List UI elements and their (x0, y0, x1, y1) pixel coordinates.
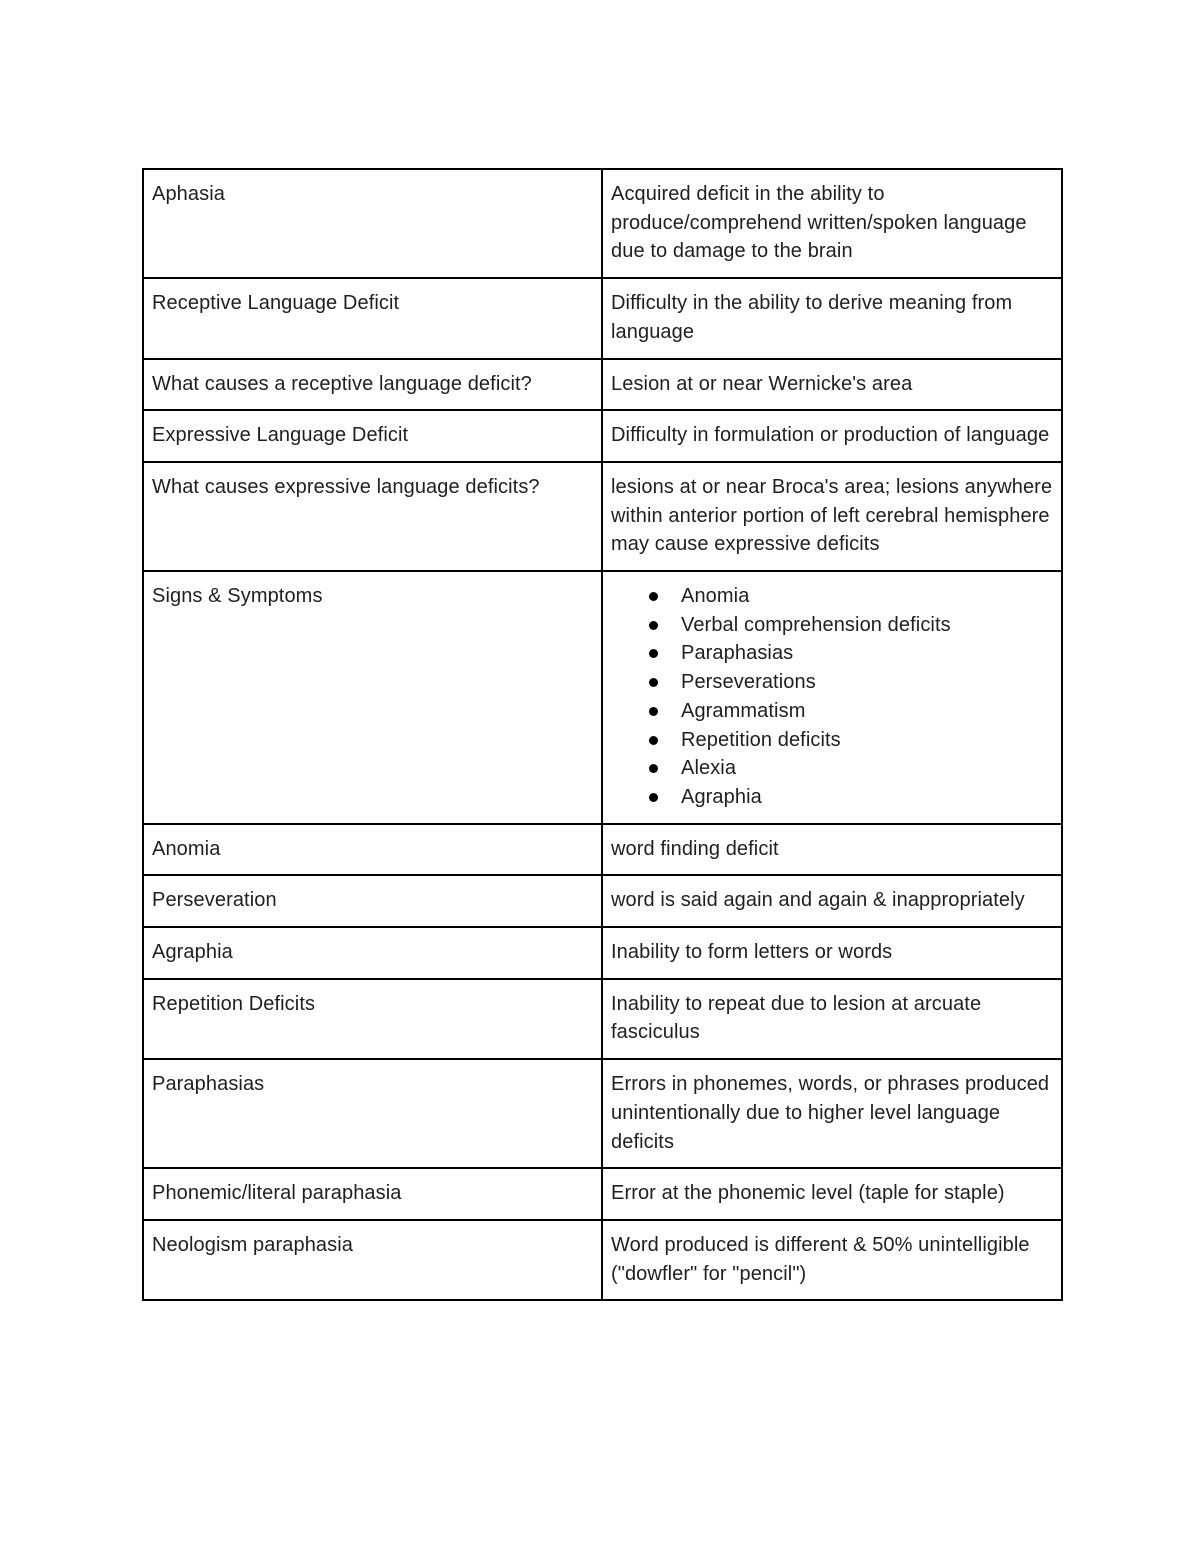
list-item (611, 726, 1053, 755)
term-cell: Expressive Language Deficit (143, 410, 602, 462)
bullet-icon (649, 592, 658, 601)
definition-cell: Lesion at or near Wernicke's area (602, 359, 1062, 411)
table-row (143, 875, 1062, 927)
table-row (143, 1168, 1062, 1220)
term-cell: Agraphia (143, 927, 602, 979)
definition-cell: word is said again and again & inappropriately (602, 875, 1062, 927)
list-item-label: Paraphasias (681, 642, 794, 665)
definition-cell: Difficulty in the ability to derive meaning from language (602, 278, 1062, 358)
term-cell: Receptive Language Deficit (143, 278, 602, 358)
list-item-label: Agraphia (681, 785, 762, 808)
definition-cell: Difficulty in formulation or production of language (602, 410, 1062, 462)
definition-cell: Inability to form letters or words (602, 927, 1062, 979)
definition-cell: Errors in phonemes, words, or phrases produced unintentionally due to higher level language deficits (602, 1059, 1062, 1168)
term-cell: Signs & Symptoms (143, 571, 602, 824)
bullet-icon (649, 621, 658, 630)
definition-cell: word finding deficit (602, 824, 1062, 876)
term-cell: Phonemic/literal paraphasia (143, 1168, 602, 1220)
term-cell: Repetition Deficits (143, 979, 602, 1059)
term-cell: What causes expressive language deficits? (143, 462, 602, 571)
list-item-label: Agrammatism (681, 699, 806, 722)
list-item (611, 668, 1053, 697)
terms-table (142, 168, 1063, 1301)
bullet-icon (649, 707, 658, 716)
list-item (611, 639, 1053, 668)
list-item-label: Anomia (681, 585, 750, 608)
list-item-label: Perseverations (681, 671, 816, 694)
list-item (611, 754, 1053, 783)
bullet-icon (649, 678, 658, 687)
term-cell: Paraphasias (143, 1059, 602, 1168)
term-cell: Neologism paraphasia (143, 1220, 602, 1300)
bullet-icon (649, 649, 658, 658)
bullet-icon (649, 764, 658, 773)
term-cell: What causes a receptive language deficit? (143, 359, 602, 411)
table-row (143, 1220, 1062, 1300)
table-row (143, 571, 1062, 824)
table-row (143, 927, 1062, 979)
definition-cell (602, 571, 1062, 824)
list-item-label: Alexia (681, 757, 737, 780)
list-item (611, 697, 1053, 726)
term-cell: Anomia (143, 824, 602, 876)
bullet-icon (649, 793, 658, 802)
list-item (611, 783, 1053, 812)
table-row (143, 462, 1062, 571)
list-item (611, 582, 1053, 611)
list-item-label: Repetition deficits (681, 728, 841, 751)
symptoms-list (611, 582, 1053, 812)
table-row (143, 410, 1062, 462)
table-row (143, 1059, 1062, 1168)
definition-cell: Word produced is different & 50% unintelligible ("dowfler" for "pencil") (602, 1220, 1062, 1300)
list-item-label: Verbal comprehension deficits (681, 613, 951, 636)
term-cell: Aphasia (143, 169, 602, 278)
table-row (143, 359, 1062, 411)
definition-cell: Error at the phonemic level (taple for staple) (602, 1168, 1062, 1220)
term-cell: Perseveration (143, 875, 602, 927)
table-row (143, 278, 1062, 358)
definition-cell: lesions at or near Broca's area; lesions anywhere within anterior portion of left cerebral hemisphere may cause expressive deficits (602, 462, 1062, 571)
definition-cell: Acquired deficit in the ability to produce/comprehend written/spoken language due to damage to the brain (602, 169, 1062, 278)
table-row (143, 169, 1062, 278)
bullet-icon (649, 736, 658, 745)
table-row (143, 979, 1062, 1059)
table-row (143, 824, 1062, 876)
definition-cell: Inability to repeat due to lesion at arcuate fasciculus (602, 979, 1062, 1059)
list-item (611, 611, 1053, 640)
